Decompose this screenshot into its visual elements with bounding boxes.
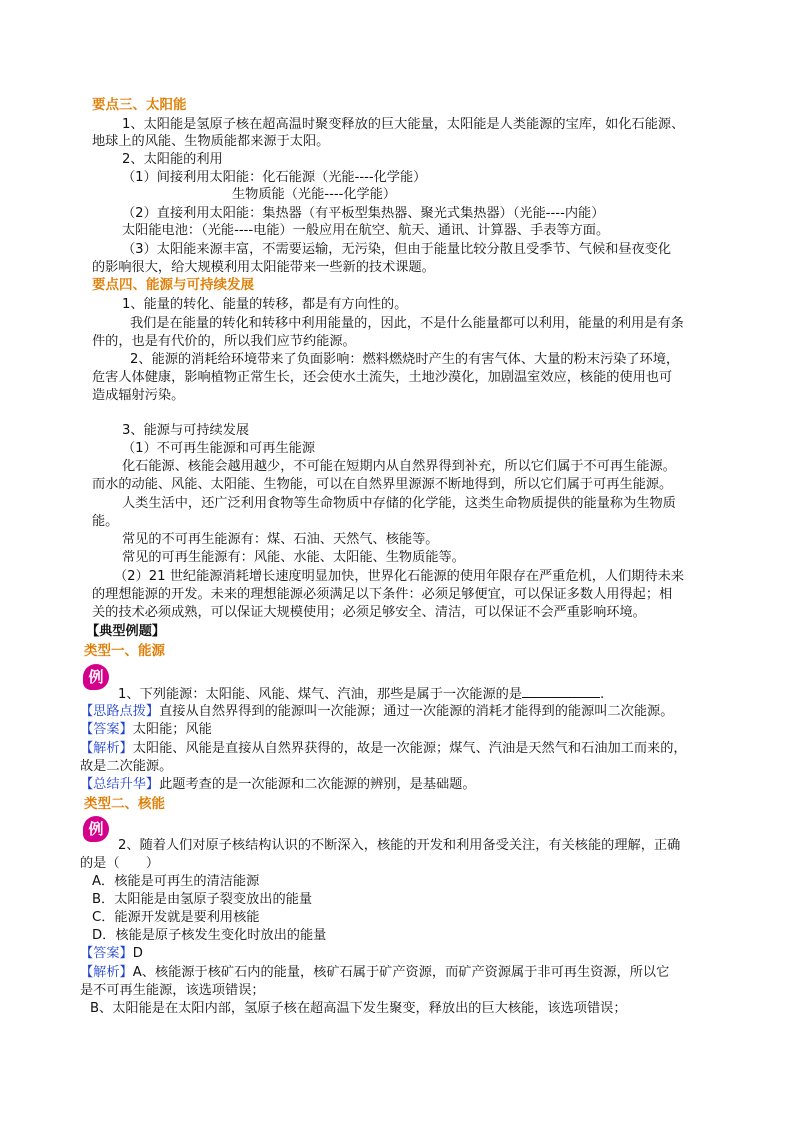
paragraph-line: 地球上的风能、生物质能都来源于太阳。: [92, 134, 330, 149]
hint-text: 直接从自然界得到的能源叫一次能源；通过一次能源的消耗才能得到的能源叫二次能源。: [159, 704, 674, 719]
answer-line-1: [80, 721, 212, 738]
paragraph-line: 我们是在能量的转化和转移中利用能量的，因此，不是什么能量都可以利用，能量的利用是有条: [130, 316, 684, 331]
option-d: D．核能是原子核发生变化时放出的能量: [92, 928, 327, 943]
paragraph-line: 能。: [92, 514, 119, 529]
hint-line: [80, 703, 673, 720]
answer-tag: 【答案】: [80, 722, 133, 737]
section-heading-sustain: 要点四、能源与可持续发展: [92, 277, 254, 293]
analysis-line: [80, 740, 687, 757]
type-heading-energy: 类型一、能源: [84, 643, 165, 659]
paragraph-line: 的影响很大，给大规模利用太阳能带来一些新的技术课题。: [92, 260, 435, 275]
paragraph-line: 造成辐射污染。: [92, 388, 185, 403]
paragraph-line: 件的，也是有代价的，所以我们应节约能源。: [92, 334, 356, 349]
paragraph-line: 1、能量的转化、能量的转移，都是有方向性的。: [122, 297, 408, 312]
analysis-text: 太阳能、风能是直接从自然界获得的，故是一次能源；煤气、汽油是天然气和石油加工而来的，: [132, 741, 687, 756]
paragraph-line: 常见的可再生能源有：风能、水能、太阳能、生物质能等。: [122, 550, 465, 565]
summary-line: [80, 776, 476, 793]
analysis-tag: 【解析】: [80, 965, 133, 980]
question-2-line: 2、随着人们对原子核结构认识的不断深入，核能的开发和利用备受关注，有关核能的理解，正确: [118, 838, 681, 853]
type-heading-nuclear: 类型二、核能: [84, 796, 165, 812]
option-b: B．太阳能是由氢原子裂变放出的能量: [92, 892, 313, 907]
answer-blank: [522, 685, 600, 698]
paragraph-line: 2、能源的消耗给环境带来了负面影响：燃料燃烧时产生的有害气体、大量的粉末污染了环境，: [130, 352, 680, 367]
paragraph-line: （1）不可再生能源和可再生能源: [122, 441, 316, 456]
paragraph-line: 人类生活中，还广泛利用食物等生命物质中存储的化学能，这类生命物质提供的能量称为生物质: [122, 496, 676, 511]
analysis-line: B、太阳能是在太阳内部，氢原子核在超高温下发生聚变，释放出的巨大核能，该选项错误；: [90, 1001, 627, 1016]
analysis-line: 故是二次能源。: [80, 759, 173, 774]
paragraph-line: 的理想能源的开发。未来的理想能源必须满足以下条件：必须足够便宜，可以保证多数人用得起；相: [92, 587, 673, 602]
option-c: C．能源开发就是要利用核能: [92, 910, 260, 925]
summary-tag: 【总结升华】: [80, 777, 160, 792]
paragraph-line: （2）21 世纪能源消耗增长速度明显加快，世界化石能源的使用年限存在严重危机，人们期待未来: [114, 569, 685, 584]
examples-heading: 【典型例题】: [86, 624, 166, 639]
answer-line-2: [80, 945, 143, 962]
paragraph-line: 而水的动能、风能、太阳能、生物能，可以在自然界里源源不断地得到，所以它们属于可再生能源。: [92, 477, 673, 492]
option-a: A．核能是可再生的清洁能源: [92, 874, 260, 889]
answer-text: 太阳能；风能: [132, 722, 212, 737]
paragraph-line: 2、太阳能的利用: [122, 152, 223, 167]
question-2-line: 的是（ ）: [80, 856, 160, 871]
example-badge-icon: 例: [83, 664, 109, 690]
hint-tag: 【思路点拨】: [80, 704, 160, 719]
example-badge-icon: 例: [83, 816, 109, 842]
analysis-tag: 【解析】: [80, 741, 133, 756]
question-1-end: .: [600, 687, 605, 702]
summary-text: 此题考查的是一次能源和二次能源的辨别，是基础题。: [159, 777, 476, 792]
paragraph-line: 危害人体健康，影响植物正常生长，还会使水土流失，土地沙漠化，加剧温室效应，核能的使用也可: [92, 370, 673, 385]
paragraph-line: 化石能源、核能会越用越少，不可能在短期内从自然界得到补充，所以它们属于不可再生能源。: [122, 459, 676, 474]
paragraph-line: 1、太阳能是氢原子核在超高温时聚变释放的巨大能量，太阳能是人类能源的宝库，如化石能源、: [122, 117, 685, 132]
answer-tag: 【答案】: [80, 946, 133, 961]
section-heading-solar: 要点三、太阳能: [92, 97, 187, 113]
paragraph-line: 常见的不可再生能源有：煤、石油、天然气、核能等。: [122, 532, 439, 547]
paragraph-line: （2）直接利用太阳能：集热器（有平板型集热器、聚光式集热器）（光能----内能）: [122, 206, 605, 221]
question-1-text: 1、下列能源：太阳能、风能、煤气、汽油，那些是属于一次能源的是: [118, 687, 523, 702]
paragraph-line: 生物质能（光能----化学能）: [232, 187, 397, 202]
paragraph-line: 太阳能电池：（光能----电能）一般应用在航空、航天、通讯、计算器、手表等方面。: [122, 223, 610, 238]
paragraph-line: 关的技术必须成熟，可以保证大规模使用；必须足够安全、清洁，可以保证不会严重影响环境。: [92, 605, 646, 620]
question-1: [118, 685, 604, 703]
answer-text: D: [132, 946, 143, 961]
analysis-text: A、核能源于核矿石内的能量，核矿石属于矿产资源，而矿产资源属于非可再生资源，所以它: [132, 965, 670, 980]
paragraph-line: （3）太阳能来源丰富，不需要运输，无污染，但由于能量比较分散且受季节、气候和昼夜变化: [122, 242, 672, 257]
paragraph-line: 3、能源与可持续发展: [122, 423, 250, 438]
analysis-line: [80, 964, 669, 981]
analysis-line: 是不可再生能源，该选项错误；: [80, 983, 265, 998]
paragraph-line: （1）间接利用太阳能：化石能源（光能----化学能）: [122, 170, 427, 185]
